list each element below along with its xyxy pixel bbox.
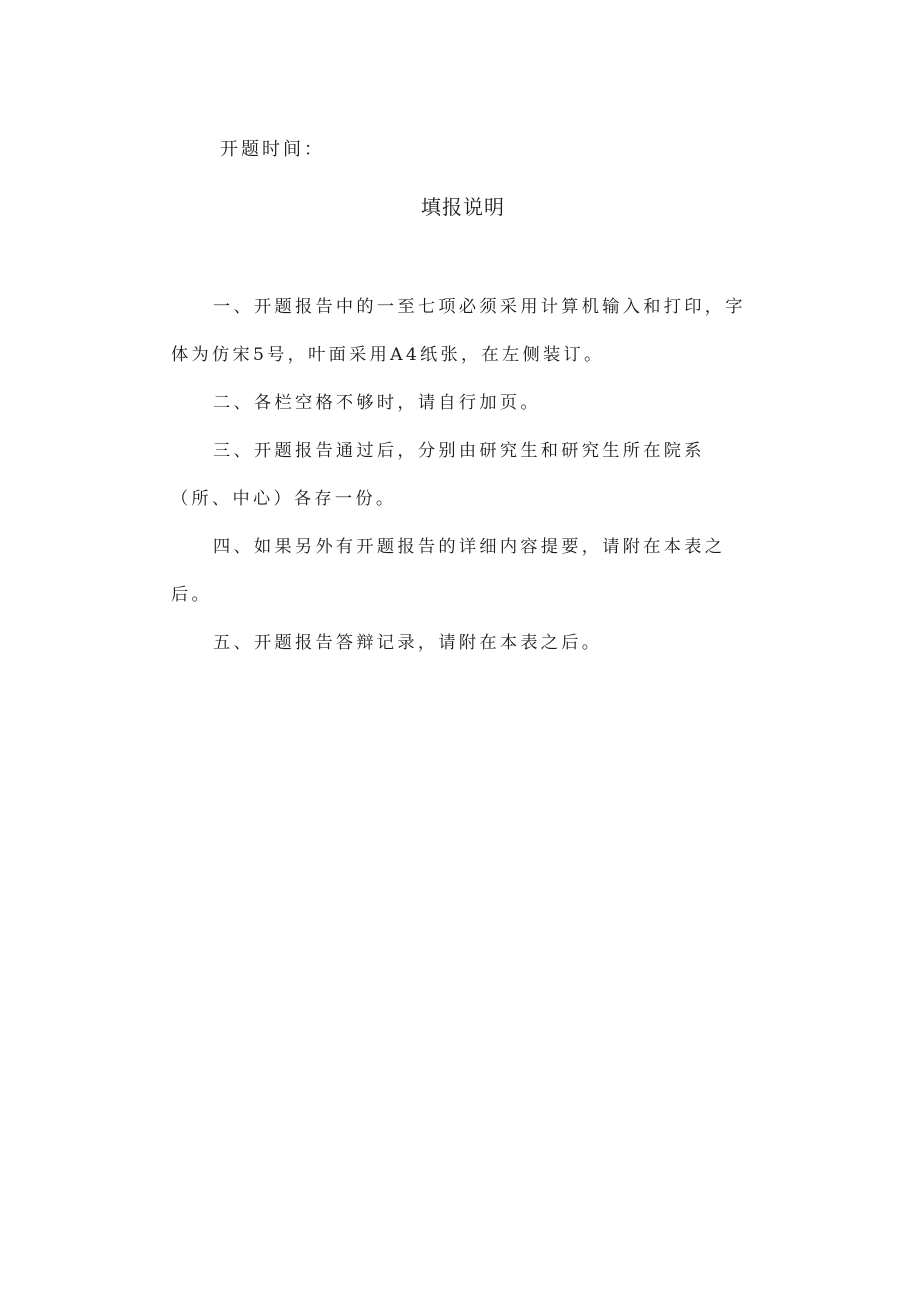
instruction-item: 三、开题报告通过后，分别由研究生和研究生所在院系（所、中心）各存一份。	[171, 441, 705, 509]
instruction-item: 一、开题报告中的一至七项必须采用计算机输入和打印，字体为仿宋5号，叶面采用A4纸张，在左侧装订。	[171, 297, 746, 365]
instructions-title: 填报说明	[421, 195, 505, 219]
instruction-item: 五、开题报告答辩记录，请附在本表之后。	[213, 633, 603, 653]
instructions-body	[171, 283, 761, 667]
instruction-item: 二、各栏空格不够时，请自行加页。	[213, 393, 541, 413]
instruction-item: 四、如果另外有开题报告的详细内容提要，请附在本表之后。	[171, 537, 726, 605]
report-date-label: 开题时间：	[220, 139, 325, 160]
